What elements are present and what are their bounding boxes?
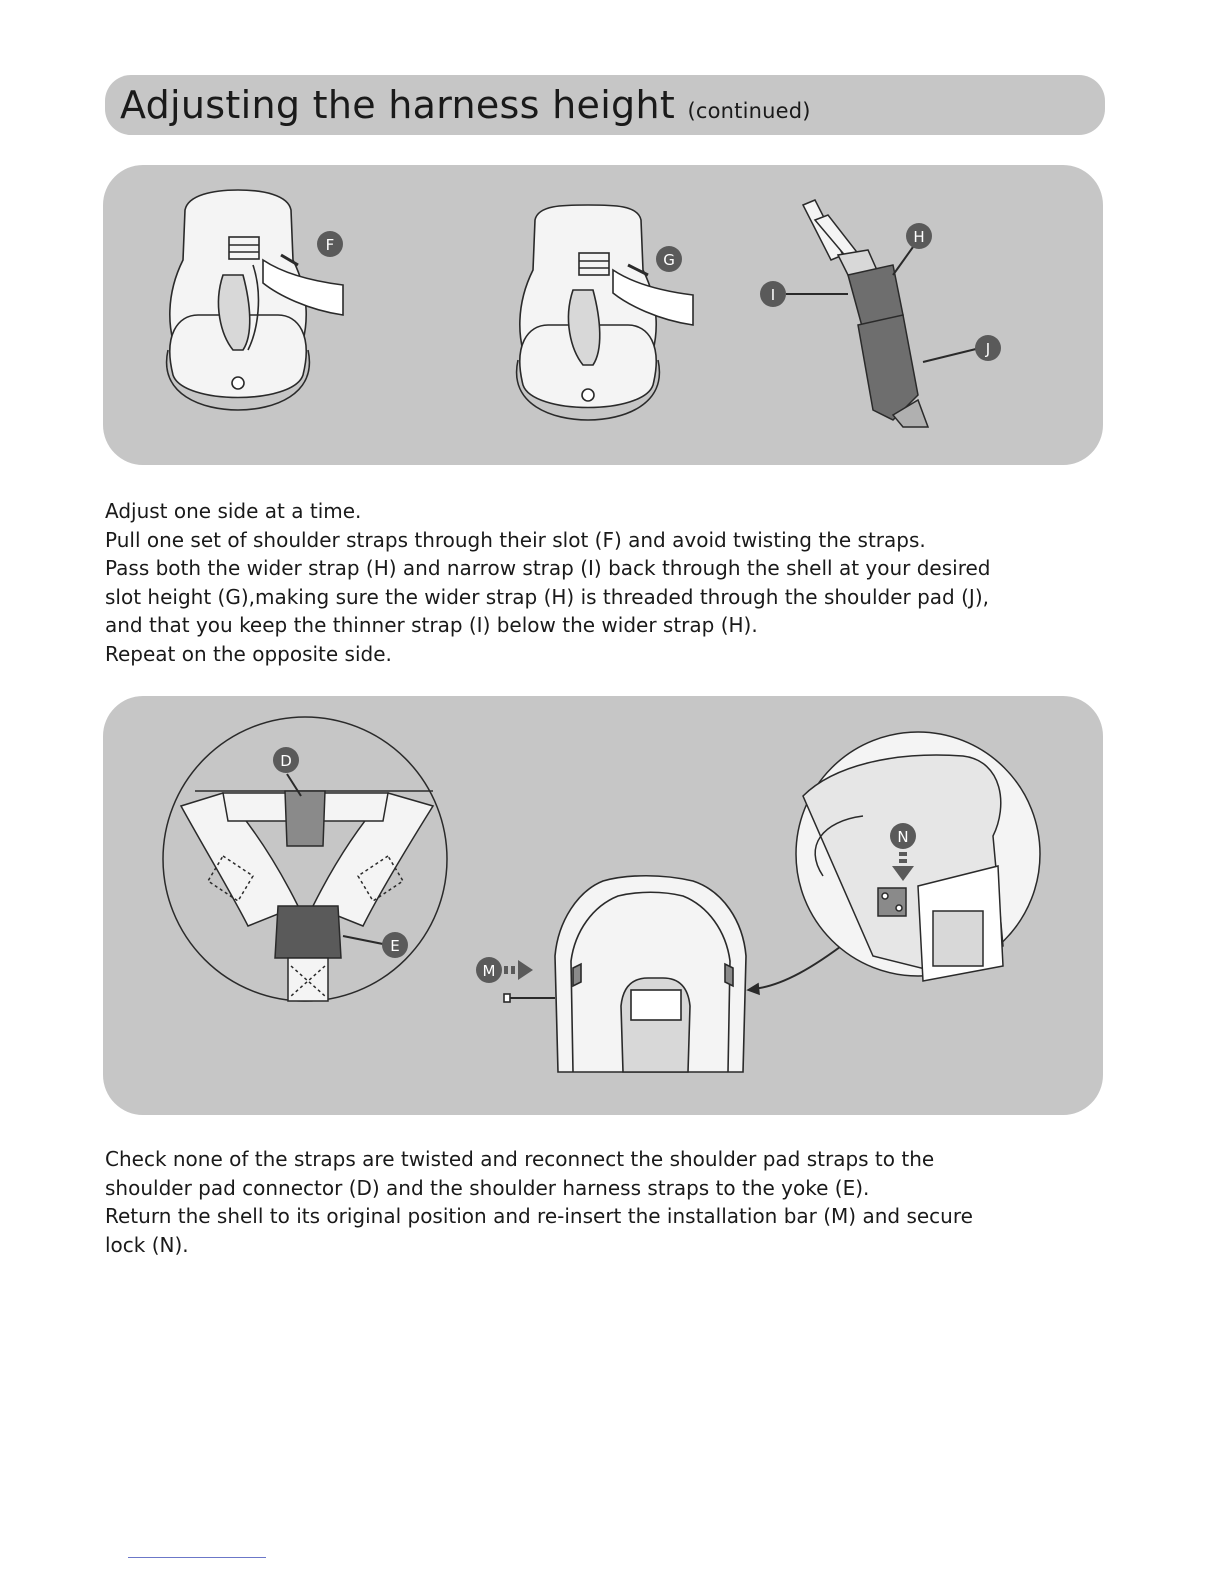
instruction-line: Adjust one side at a time. <box>105 499 362 523</box>
label-d-text: D <box>280 752 292 770</box>
instruction-line: Pull one set of shoulder straps through their slot (F) and avoid twisting the straps. <box>105 527 926 552</box>
car-seat-back-illustration <box>504 876 848 1072</box>
connector-detail-circle <box>163 717 447 1001</box>
label-g <box>656 246 682 272</box>
label-j <box>923 335 1001 362</box>
reconnect-illustrations <box>103 696 1103 1115</box>
instruction-line: Check none of the straps are twisted and reconnect the shoulder pad straps to the <box>105 1147 935 1171</box>
instruction-line: lock (N). <box>105 1232 189 1257</box>
label-i-text: I <box>770 286 776 304</box>
instructions-adjust-straps <box>105 497 1115 668</box>
strap-threading-illustrations <box>103 165 1103 465</box>
car-seat-illustration-f <box>167 190 343 410</box>
label-g-text: G <box>663 251 675 269</box>
illustration-panel-reconnect <box>103 696 1103 1115</box>
label-j-text: J <box>985 340 991 358</box>
instruction-line: Pass both the wider strap (H) and narrow strap (I) back through the shell at your desired <box>105 556 991 580</box>
label-m <box>476 957 533 983</box>
section-title <box>120 82 811 134</box>
label-h-text: H <box>913 228 925 246</box>
label-m-text: M <box>482 962 496 980</box>
car-seat-illustration-g <box>517 205 693 420</box>
instruction-line: slot height (G),making sure the wider strap (H) is threaded through the shoulder pad (J), <box>105 584 989 609</box>
lock-detail-circle <box>796 732 1040 981</box>
instruction-line: shoulder pad connector (D) and the shoulder harness straps to the yoke (E). <box>105 1175 870 1200</box>
instructions-reconnect <box>105 1145 1115 1259</box>
label-f-text: F <box>325 236 335 254</box>
label-h <box>893 223 932 275</box>
section-title-text: Adjusting the harness height <box>120 83 676 127</box>
label-f <box>317 231 343 257</box>
instruction-line: Repeat on the opposite side. <box>105 641 392 666</box>
footer-rule <box>128 1557 266 1558</box>
instruction-line: Return the shell to its original position and re-insert the installation bar (M) and secure <box>105 1204 973 1228</box>
label-i <box>760 281 848 307</box>
instruction-line: and that you keep the thinner strap (I) below the wider strap (H). <box>105 613 758 637</box>
label-e-text: E <box>390 937 400 955</box>
section-title-continued: (continued) <box>687 99 811 123</box>
label-n-text: N <box>897 828 909 846</box>
illustration-panel-strap-threading <box>103 165 1103 465</box>
